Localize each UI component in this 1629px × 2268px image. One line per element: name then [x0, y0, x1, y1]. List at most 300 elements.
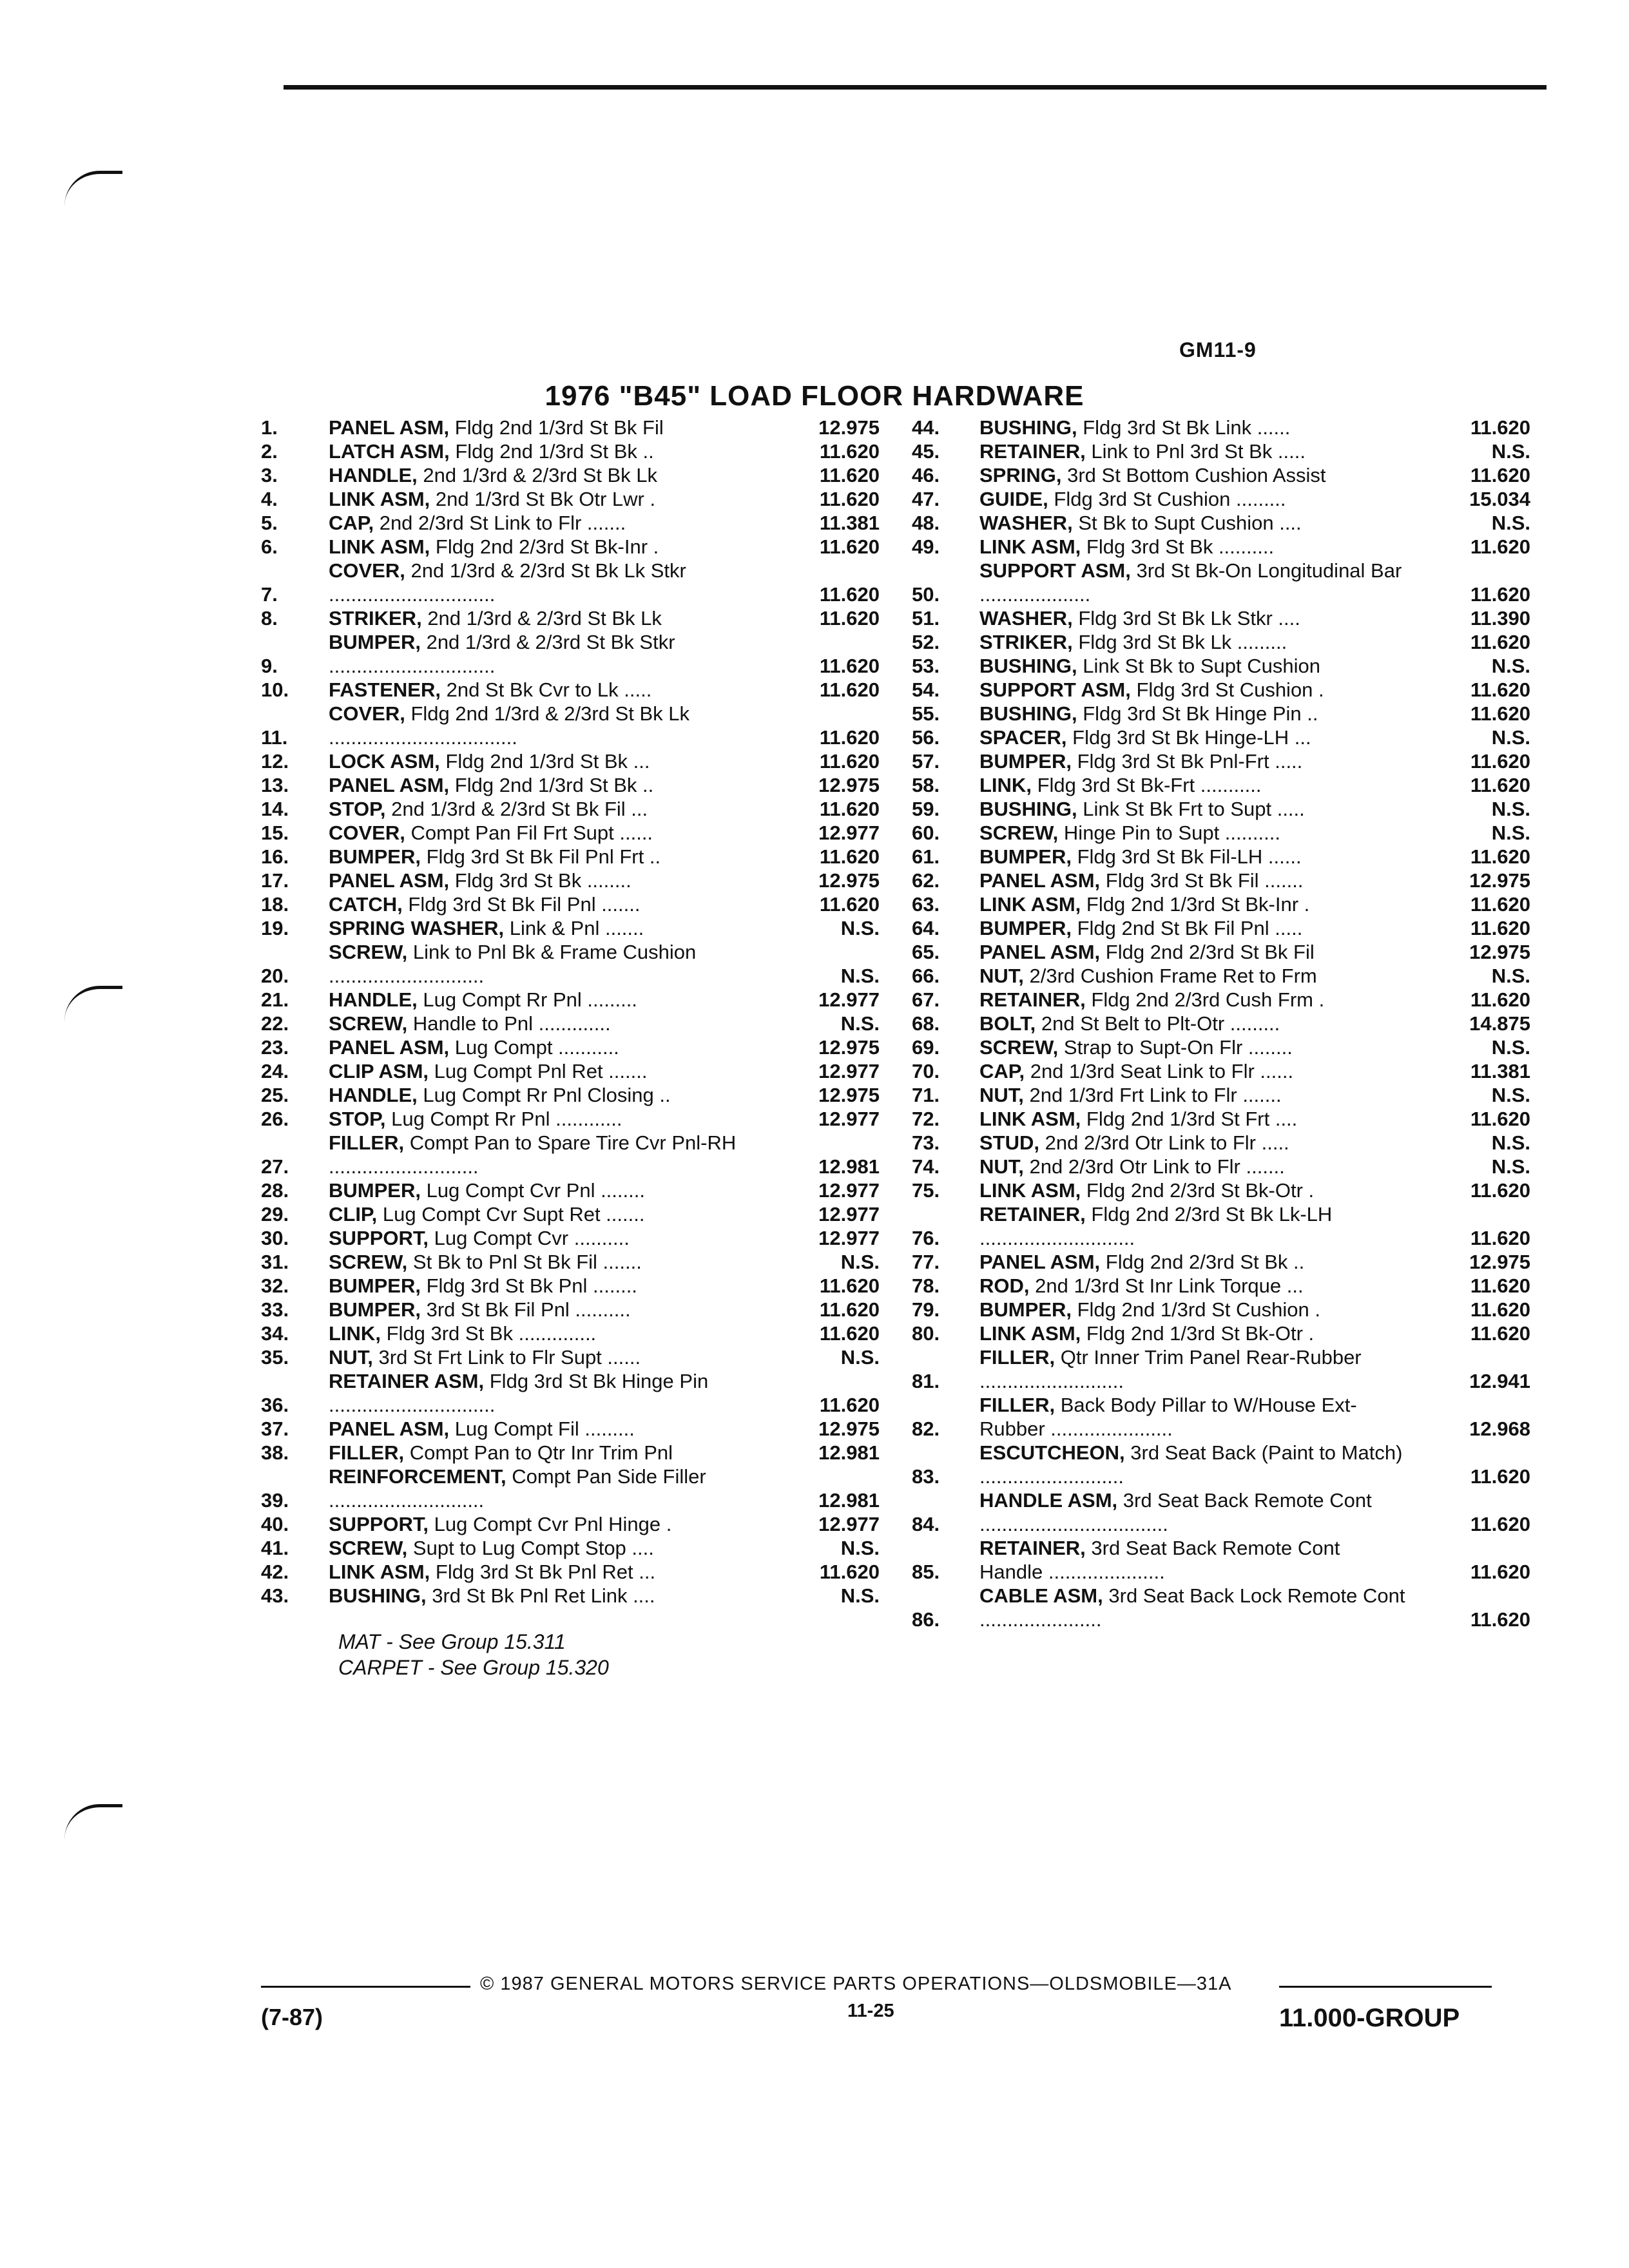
- part-number: 39.: [261, 1489, 289, 1512]
- part-description: [979, 892, 1408, 916]
- group-code: N.S.: [1491, 440, 1530, 463]
- part-row: [912, 964, 1530, 988]
- group-code: N.S.: [840, 1584, 880, 1607]
- part-description: [979, 797, 1408, 821]
- part-row: [261, 1512, 880, 1536]
- part-detail: Strap to Supt-On Flr ........: [1063, 1036, 1293, 1059]
- part-row: [261, 1298, 880, 1321]
- part-number: 50.: [912, 583, 940, 606]
- part-name: SCREW,: [329, 1251, 408, 1273]
- part-number: 77.: [912, 1251, 940, 1273]
- part-row: [261, 797, 880, 821]
- group-code: N.S.: [1491, 512, 1530, 534]
- part-name: STOP,: [329, 798, 386, 820]
- part-number: 64.: [912, 917, 940, 939]
- part-name: PANEL ASM,: [329, 1036, 450, 1059]
- part-detail: Fldg 3rd St Bk Link ......: [1083, 416, 1291, 439]
- part-description: [979, 1012, 1408, 1035]
- part-number: 83.: [912, 1465, 940, 1488]
- part-detail: 2/3rd Cushion Frame Ret to Frm: [1029, 965, 1317, 987]
- part-number: 14.: [261, 798, 289, 820]
- group-code: 11.620: [819, 1322, 880, 1345]
- group-code: 12.975: [818, 774, 880, 796]
- part-detail: Fldg 2nd 1/3rd St Cushion .: [1077, 1298, 1320, 1321]
- part-row: [912, 1059, 1530, 1083]
- part-name: PANEL ASM,: [979, 869, 1101, 892]
- group-code: 11.620: [1470, 750, 1530, 773]
- part-name: LINK ASM,: [329, 1561, 430, 1583]
- part-row: [912, 749, 1530, 773]
- part-description: [329, 749, 757, 773]
- part-detail: Fldg 3rd St Bk Fil-LH ......: [1077, 845, 1302, 868]
- group-code: 11.620: [819, 678, 880, 701]
- part-detail: 2nd St Belt to Plt-Otr .........: [1041, 1012, 1280, 1035]
- part-detail: Hinge Pin to Supt ..........: [1063, 822, 1280, 844]
- group-code: 12.975: [818, 869, 880, 892]
- part-detail: Fldg 2nd 2/3rd St Bk ..: [1105, 1251, 1305, 1273]
- group-number: 11.000-GROUP: [1279, 2004, 1460, 2032]
- part-name: COVER,: [329, 822, 405, 844]
- part-description: [329, 1274, 757, 1298]
- part-description: [329, 1226, 757, 1250]
- group-code: 11.620: [819, 464, 880, 486]
- part-number: 74.: [912, 1155, 940, 1178]
- part-description: [329, 1107, 757, 1131]
- part-description: [329, 1298, 757, 1321]
- part-description: [979, 630, 1408, 654]
- group-code: 12.977: [818, 1060, 880, 1082]
- group-code: N.S.: [1491, 1036, 1530, 1059]
- group-code: 11.620: [1470, 1608, 1530, 1631]
- group-code: 11.620: [1470, 1108, 1530, 1130]
- part-number: 2.: [261, 440, 278, 463]
- group-code: 11.620: [1470, 845, 1530, 868]
- part-description: [329, 463, 757, 487]
- copyright: © 1987 GENERAL MOTORS SERVICE PARTS OPERATIONS—OLDSMOBILE—31A: [480, 1974, 1232, 1994]
- part-number: 86.: [912, 1608, 940, 1631]
- part-detail: Link to Pnl 3rd St Bk .....: [1091, 440, 1306, 463]
- part-number: 47.: [912, 488, 940, 510]
- group-code: 11.620: [819, 845, 880, 868]
- part-number: 57.: [912, 750, 940, 773]
- part-description: [329, 892, 757, 916]
- part-detail: 3rd Seat Back Remote Cont ..................................: [979, 1489, 1372, 1535]
- group-code: N.S.: [1491, 1084, 1530, 1106]
- part-name: BUMPER,: [329, 1179, 421, 1202]
- part-number: 61.: [912, 845, 940, 868]
- group-code: 11.620: [1470, 1465, 1530, 1488]
- group-code: 12.977: [818, 1227, 880, 1249]
- part-name: BUSHING,: [329, 1584, 427, 1607]
- part-name: CAP,: [979, 1060, 1025, 1082]
- part-detail: Fldg 3rd St Bk ........: [454, 869, 631, 892]
- part-number: 15.: [261, 822, 289, 844]
- part-name: WASHER,: [979, 512, 1073, 534]
- part-description: [329, 916, 757, 940]
- part-name: LINK ASM,: [979, 1108, 1081, 1130]
- part-description: [979, 1298, 1408, 1321]
- page-code: GM11-9: [1179, 338, 1257, 361]
- group-code: 11.620: [819, 726, 880, 749]
- part-name: PANEL ASM,: [329, 1418, 450, 1440]
- part-description: [329, 988, 757, 1012]
- part-detail: Handle to Pnl .............: [412, 1012, 611, 1035]
- part-number: 22.: [261, 1012, 289, 1035]
- part-row: [912, 1345, 1530, 1393]
- part-description: [979, 1345, 1408, 1393]
- part-description: [329, 1083, 757, 1107]
- group-code: 11.620: [819, 535, 880, 558]
- part-description: [329, 1131, 757, 1178]
- part-row: [912, 1178, 1530, 1202]
- group-code: 11.620: [819, 750, 880, 773]
- part-description: [329, 869, 757, 892]
- part-name: SUPPORT ASM,: [979, 678, 1131, 701]
- parts-list-left: [261, 416, 880, 1608]
- part-number: 59.: [912, 798, 940, 820]
- group-code: 11.390: [1470, 607, 1530, 629]
- part-row: [912, 1274, 1530, 1298]
- part-number: 1.: [261, 416, 278, 439]
- part-description: [329, 630, 757, 678]
- part-description: [979, 678, 1408, 702]
- part-number: 19.: [261, 917, 289, 939]
- part-row: [261, 439, 880, 463]
- part-name: FILLER,: [979, 1394, 1055, 1416]
- part-row: [261, 678, 880, 702]
- part-detail: Fldg 3rd St Bk Hinge Pin ..............................: [329, 1370, 709, 1416]
- part-row: [912, 1155, 1530, 1178]
- part-number: 26.: [261, 1108, 289, 1130]
- part-description: [979, 1178, 1408, 1202]
- part-detail: Fldg 3rd St Cushion .........: [1054, 488, 1286, 510]
- part-number: 80.: [912, 1322, 940, 1345]
- part-row: [912, 654, 1530, 678]
- part-detail: Fldg 3rd St Bk Pnl ........: [426, 1274, 637, 1297]
- part-description: [979, 1059, 1408, 1083]
- part-number: 8.: [261, 607, 278, 629]
- group-code: 11.620: [1470, 1179, 1530, 1202]
- part-name: BUMPER,: [979, 750, 1072, 773]
- group-code: N.S.: [1491, 798, 1530, 820]
- part-name: CABLE ASM,: [979, 1584, 1103, 1607]
- part-name: LINK ASM,: [979, 1179, 1081, 1202]
- part-description: [329, 797, 757, 821]
- part-description: [329, 1012, 757, 1035]
- part-description: [329, 1250, 757, 1274]
- part-detail: 2nd 2/3rd Otr Link to Flr .....: [1045, 1131, 1289, 1154]
- part-name: NUT,: [979, 1155, 1024, 1178]
- part-detail: Fldg 3rd St Cushion .: [1136, 678, 1324, 701]
- part-name: LATCH ASM,: [329, 440, 450, 463]
- part-detail: Lug Compt Cvr Supt Ret .......: [382, 1203, 645, 1225]
- part-description: [329, 1369, 757, 1417]
- part-number: 35.: [261, 1346, 289, 1369]
- part-name: LINK ASM,: [979, 1322, 1081, 1345]
- part-name: PANEL ASM,: [329, 774, 450, 796]
- part-row: [261, 869, 880, 892]
- part-row: [912, 845, 1530, 869]
- footer-rule-left: [261, 1986, 470, 1988]
- part-number: 44.: [912, 416, 940, 439]
- part-row: [912, 1321, 1530, 1345]
- part-detail: Link St Bk to Supt Cushion: [1083, 655, 1320, 677]
- part-description: [979, 1083, 1408, 1107]
- part-number: 73.: [912, 1131, 940, 1154]
- part-number: 75.: [912, 1179, 940, 1202]
- part-row: [912, 892, 1530, 916]
- part-description: [329, 1512, 757, 1536]
- part-row: [912, 1035, 1530, 1059]
- part-number: 13.: [261, 774, 289, 796]
- part-name: HANDLE ASM,: [979, 1489, 1118, 1512]
- part-number: 20.: [261, 965, 289, 987]
- part-number: 24.: [261, 1060, 289, 1082]
- group-code: 12.975: [818, 1418, 880, 1440]
- part-name: SPRING,: [979, 464, 1062, 486]
- part-number: 36.: [261, 1394, 289, 1416]
- group-code: 11.620: [1470, 1322, 1530, 1345]
- part-row: [912, 1250, 1530, 1274]
- group-code: 11.620: [819, 583, 880, 606]
- part-detail: 2nd 1/3rd & 2/3rd St Bk Lk: [427, 607, 662, 629]
- group-code: 11.620: [1470, 1513, 1530, 1535]
- group-code: 12.975: [818, 1084, 880, 1106]
- part-name: HANDLE,: [329, 988, 418, 1011]
- part-detail: 2nd 1/3rd Frt Link to Flr .......: [1029, 1084, 1282, 1106]
- group-code: 11.620: [1470, 988, 1530, 1011]
- part-description: [329, 606, 757, 630]
- part-detail: Lug Compt ...........: [454, 1036, 619, 1059]
- part-number: 30.: [261, 1227, 289, 1249]
- part-number: 42.: [261, 1561, 289, 1583]
- part-row: [261, 1369, 880, 1417]
- part-row: [261, 1250, 880, 1274]
- part-detail: 2nd 1/3rd St Inr Link Torque ...: [1035, 1274, 1304, 1297]
- part-detail: 2nd 2/3rd St Link to Flr .......: [379, 512, 626, 534]
- part-number: 43.: [261, 1584, 289, 1607]
- part-detail: Link to Pnl Bk & Frame Cushion ............................: [329, 941, 697, 987]
- group-code: 12.975: [1469, 1251, 1530, 1273]
- part-row: [261, 1536, 880, 1560]
- group-code: 12.975: [1469, 941, 1530, 963]
- part-detail: 3rd St Bk Pnl Ret Link ....: [432, 1584, 655, 1607]
- punch-hole-mark: [64, 986, 122, 1021]
- part-description: [329, 1035, 757, 1059]
- part-row: [261, 559, 880, 606]
- group-code: N.S.: [1491, 1155, 1530, 1178]
- part-number: 34.: [261, 1322, 289, 1345]
- part-row: [912, 559, 1530, 606]
- part-number: 4.: [261, 488, 278, 510]
- part-name: COVER,: [329, 559, 405, 582]
- part-detail: Fldg 2nd 1/3rd St Frt ....: [1086, 1108, 1298, 1130]
- part-detail: 2nd 1/3rd & 2/3rd St Bk Lk Stkr ..............................: [329, 559, 686, 606]
- part-description: [979, 1488, 1408, 1536]
- part-detail: Fldg 3rd St Bk Fil Pnl Frt ..: [426, 845, 661, 868]
- part-row: [261, 1441, 880, 1465]
- part-row: [912, 1488, 1530, 1536]
- part-description: [979, 1250, 1408, 1274]
- part-name: SUPPORT ASM,: [979, 559, 1131, 582]
- part-row: [261, 1012, 880, 1035]
- part-number: 58.: [912, 774, 940, 796]
- part-row: [912, 439, 1530, 463]
- group-code: 11.620: [819, 1298, 880, 1321]
- part-detail: Back Body Pillar to W/House Ext-Rubber ......................: [979, 1394, 1357, 1440]
- part-description: [979, 964, 1408, 988]
- part-row: [912, 678, 1530, 702]
- part-row: [261, 416, 880, 439]
- group-code: 11.620: [819, 655, 880, 677]
- part-name: HANDLE,: [329, 1084, 418, 1106]
- part-row: [912, 511, 1530, 535]
- part-name: BUMPER,: [979, 845, 1072, 868]
- part-description: [979, 535, 1408, 559]
- part-description: [329, 439, 757, 463]
- part-name: LINK,: [329, 1322, 381, 1345]
- group-code: N.S.: [1491, 822, 1530, 844]
- part-row: [261, 463, 880, 487]
- part-description: [329, 487, 757, 511]
- part-row: [912, 726, 1530, 749]
- group-code: N.S.: [840, 965, 880, 987]
- part-detail: Lug Compt Rr Pnl .........: [423, 988, 637, 1011]
- part-name: PANEL ASM,: [979, 941, 1101, 963]
- group-code: 11.620: [819, 607, 880, 629]
- part-row: [912, 773, 1530, 797]
- part-row: [261, 535, 880, 559]
- part-row: [261, 702, 880, 749]
- part-row: [912, 1536, 1530, 1584]
- part-row: [912, 821, 1530, 845]
- part-name: BUMPER,: [329, 845, 421, 868]
- part-number: 21.: [261, 988, 289, 1011]
- part-name: SCREW,: [329, 1012, 408, 1035]
- part-detail: Fldg 3rd St Bk Lk Stkr ....: [1078, 607, 1300, 629]
- part-row: [912, 630, 1530, 654]
- part-name: RETAINER,: [979, 988, 1086, 1011]
- part-description: [979, 1536, 1408, 1584]
- part-description: [979, 940, 1408, 964]
- footer-rule-right: [1279, 1986, 1492, 1988]
- part-description: [979, 1155, 1408, 1178]
- part-description: [979, 511, 1408, 535]
- part-number: 69.: [912, 1036, 940, 1059]
- part-detail: 3rd St Frt Link to Flr Supt ......: [378, 1346, 641, 1369]
- part-name: CATCH,: [329, 893, 403, 916]
- part-number: 29.: [261, 1203, 289, 1225]
- part-description: [979, 1035, 1408, 1059]
- part-detail: Compt Pan Fil Frt Supt ......: [410, 822, 653, 844]
- part-detail: 2nd St Bk Cvr to Lk .....: [446, 678, 652, 701]
- part-name: SCREW,: [329, 1537, 408, 1559]
- part-row: [261, 511, 880, 535]
- part-name: LINK ASM,: [979, 893, 1081, 916]
- part-detail: Fldg 2nd 1/3rd & 2/3rd St Bk Lk ..................................: [329, 702, 690, 749]
- part-detail: Fldg 3rd St Bk-Frt ...........: [1037, 774, 1262, 796]
- part-number: 46.: [912, 464, 940, 486]
- part-detail: Compt Pan to Spare Tire Cvr Pnl-RH ...........................: [329, 1131, 737, 1178]
- group-code: N.S.: [1491, 726, 1530, 749]
- part-description: [979, 749, 1408, 773]
- part-detail: Fldg 3rd St Bk ..........: [1086, 535, 1275, 558]
- group-code: 11.620: [1470, 678, 1530, 701]
- part-number: 82.: [912, 1418, 940, 1440]
- part-row: [912, 1298, 1530, 1321]
- part-number: 67.: [912, 988, 940, 1011]
- part-row: [261, 1417, 880, 1441]
- part-name: ROD,: [979, 1274, 1030, 1297]
- group-code: 12.977: [818, 1179, 880, 1202]
- group-code: 12.977: [818, 1203, 880, 1225]
- part-detail: Fldg 3rd St Bk ..............: [386, 1322, 597, 1345]
- part-description: [979, 1321, 1408, 1345]
- part-detail: Fldg 2nd 1/3rd St Bk ..: [455, 440, 654, 463]
- part-name: PANEL ASM,: [329, 869, 450, 892]
- group-code: 11.620: [819, 488, 880, 510]
- part-detail: Fldg 2nd 1/3rd St Bk ...: [445, 750, 650, 773]
- part-row: [261, 1345, 880, 1369]
- part-name: SCREW,: [329, 941, 408, 963]
- part-detail: Compt Pan to Qtr Inr Trim Pnl: [409, 1441, 673, 1464]
- part-number: 85.: [912, 1561, 940, 1583]
- part-detail: Fldg 2nd 2/3rd St Bk-Otr .: [1086, 1179, 1315, 1202]
- part-number: 7.: [261, 583, 278, 606]
- part-row: [261, 1178, 880, 1202]
- part-number: 41.: [261, 1537, 289, 1559]
- group-code: 11.381: [1470, 1060, 1530, 1082]
- part-row: [912, 916, 1530, 940]
- part-name: CLIP ASM,: [329, 1060, 429, 1082]
- punch-hole-mark: [64, 1804, 122, 1840]
- part-detail: Fldg 2nd St Bk Fil Pnl .....: [1077, 917, 1303, 939]
- part-number: 23.: [261, 1036, 289, 1059]
- part-row: [912, 1441, 1530, 1488]
- part-name: FASTENER,: [329, 678, 441, 701]
- part-number: 56.: [912, 726, 940, 749]
- part-row: [912, 606, 1530, 630]
- part-name: FILLER,: [979, 1346, 1055, 1369]
- part-name: BUMPER,: [329, 1298, 421, 1321]
- part-name: SPACER,: [979, 726, 1067, 749]
- part-number: 32.: [261, 1274, 289, 1297]
- part-number: 27.: [261, 1155, 289, 1178]
- part-row: [261, 773, 880, 797]
- part-number: 63.: [912, 893, 940, 916]
- part-number: 25.: [261, 1084, 289, 1106]
- part-name: STOP,: [329, 1108, 386, 1130]
- part-number: 66.: [912, 965, 940, 987]
- part-row: [261, 630, 880, 678]
- part-row: [912, 463, 1530, 487]
- group-code: 11.620: [1470, 1227, 1530, 1249]
- part-row: [261, 1465, 880, 1512]
- part-description: [979, 1107, 1408, 1131]
- part-name: CAP,: [329, 512, 374, 534]
- part-number: 81.: [912, 1370, 940, 1392]
- group-code: 12.941: [1469, 1370, 1530, 1392]
- part-name: HANDLE,: [329, 464, 418, 486]
- part-row: [912, 535, 1530, 559]
- group-code: 11.620: [819, 440, 880, 463]
- part-detail: St Bk to Supt Cushion ....: [1078, 512, 1302, 534]
- punch-hole-mark: [64, 171, 122, 206]
- part-number: 37.: [261, 1418, 289, 1440]
- group-code: 11.620: [1470, 583, 1530, 606]
- part-row: [261, 1202, 880, 1226]
- part-description: [979, 654, 1408, 678]
